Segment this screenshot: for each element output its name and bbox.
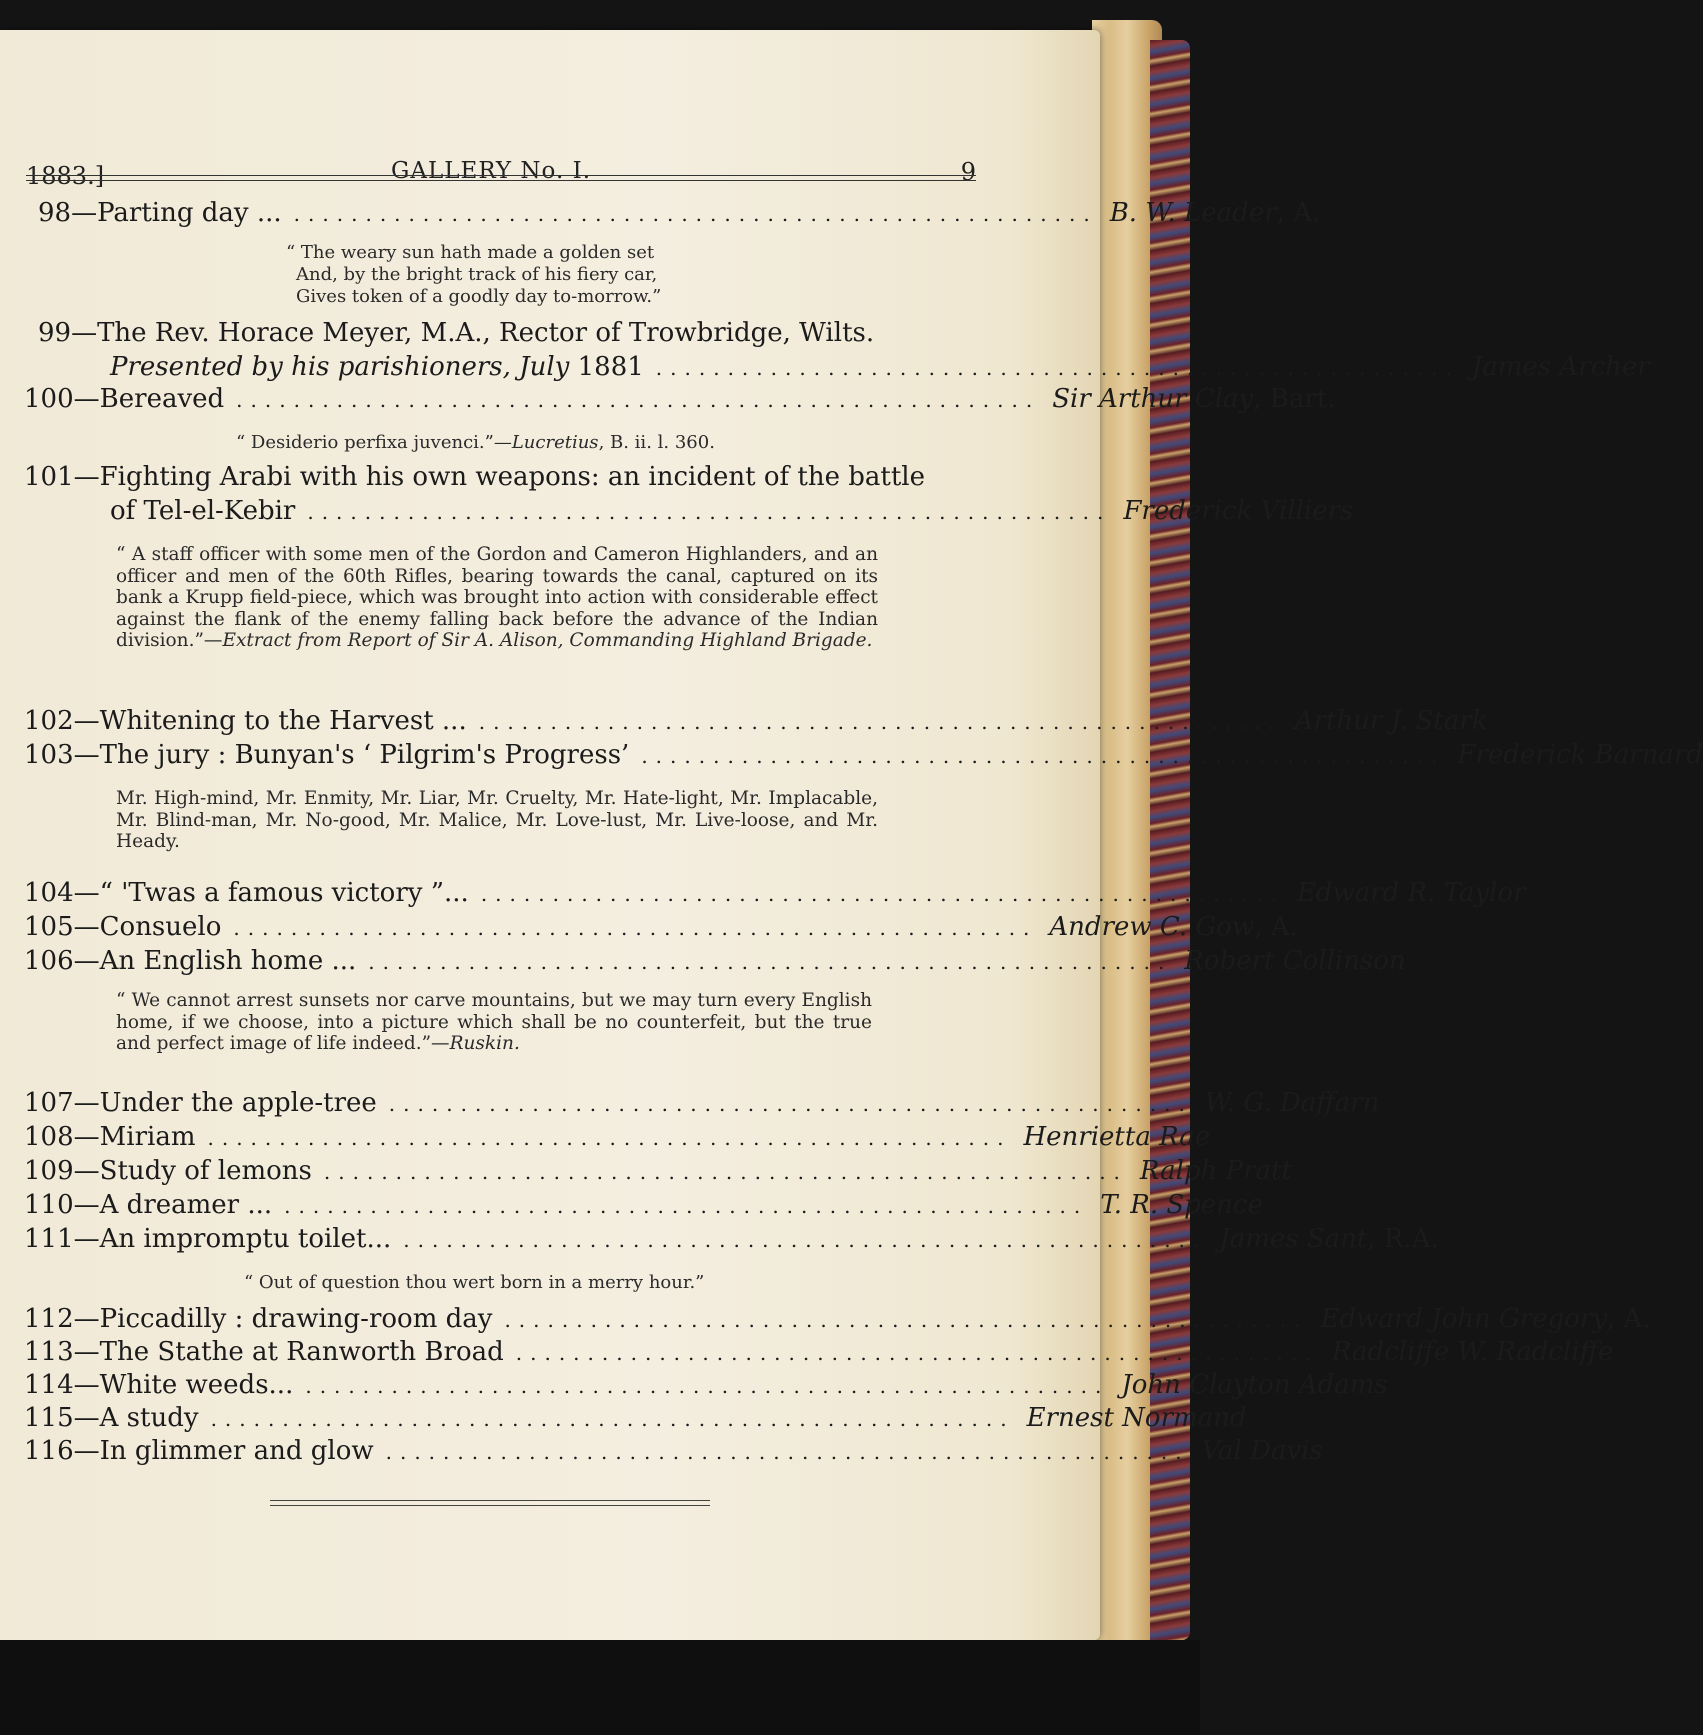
entry-title: Under the apple-tree — [99, 1088, 377, 1118]
entry-number: 99 — [38, 318, 72, 348]
entry-artist: Arthur J. Stark — [1294, 706, 1488, 736]
entry-artist: Edward John Gregory — [1320, 1304, 1608, 1334]
catalogue-entry-110: 110 — A dreamer ... ........................................................ T. R. Spence — [24, 1190, 1263, 1220]
footer-rule-bottom — [270, 1505, 710, 1506]
quote-source: Extract from Report of Sir A. Alison, Commanding Highland Brigade. — [222, 630, 873, 651]
quote-reference: , B. ii. l. 360. — [598, 432, 715, 453]
entry-number: 102 — [24, 706, 74, 736]
entry-number: 110 — [24, 1190, 74, 1220]
quote-source: Lucretius — [511, 432, 599, 453]
leader-dots: ........................................................ — [403, 1228, 1208, 1252]
quote-line: Gives token of a goodly day to-morrow.” — [296, 286, 662, 307]
catalogue-entry-109: 109 — Study of lemons ........................................................ Ralph Pratt — [24, 1156, 1292, 1186]
catalogue-entry-115: 115 — A study ........................................................ Ernest Normand — [24, 1403, 1247, 1433]
leader-dots: ........................................................ — [641, 744, 1446, 768]
entry-number: 107 — [24, 1088, 74, 1118]
entry-number: 106 — [24, 946, 74, 976]
entry-title: Parting day ... — [97, 198, 282, 228]
leader-dots: ........................................................ — [480, 882, 1285, 906]
entry-title: “ 'Twas a famous victory ”... — [99, 878, 469, 908]
leader-dots: ........................................................ — [385, 1440, 1190, 1464]
book-page — [0, 30, 1703, 1640]
catalogue-entry-112: 112 — Piccadilly : drawing-room day ........................................................ Edward John Gregory , A. — [24, 1304, 1651, 1334]
catalogue-entry-103: 103 — The jury : Bunyan's ‘ Pilgrim's Progress’ ........................................................ Frederick Barnard — [24, 740, 1703, 770]
leader-dots: ........................................................ — [478, 710, 1283, 734]
entry-artist: Henrietta Rae — [1023, 1122, 1211, 1152]
entry-number: 113 — [24, 1337, 74, 1367]
entry-number: 103 — [24, 740, 74, 770]
footer-rule-top — [270, 1500, 710, 1501]
entry-number: 109 — [24, 1156, 74, 1186]
leader-dots: ........................................................ — [236, 388, 1041, 412]
catalogue-entry-101: 101 — Fighting Arabi with his own weapons: an incident of the battle — [24, 462, 925, 492]
quote-111 — [244, 1272, 704, 1294]
quote-text: “ We cannot arrest sunsets nor carve mountains, but we may turn every English home, if we choose, into a picture which shall be no counterfeit, but the true and perfect image of life indeed.”— — [116, 990, 872, 1054]
quote-text: Mr. High-mind, Mr. Enmity, Mr. Liar, Mr. Cruelty, Mr. Hate-light, Mr. Implacable, Mr. Blind-man, Mr. No-good, Mr. Malice, Mr. Love-lust, Mr. Live-loose, and Mr. Heady. — [116, 788, 878, 852]
quote-106 — [116, 990, 872, 1055]
entry-artist: Radcliffe W. Radcliffe — [1331, 1337, 1614, 1367]
leader-dots: ........................................................ — [284, 1194, 1089, 1218]
quote-text: “ Out of question thou wert born in a merry hour.” — [244, 1272, 705, 1293]
quote-source: Ruskin. — [449, 1033, 520, 1054]
entry-title: In glimmer and glow — [99, 1436, 374, 1466]
entry-artist: John Clayton Adams — [1121, 1370, 1388, 1400]
entry-artist: Frederick Barnard — [1457, 740, 1703, 770]
page-number: 9 — [960, 158, 976, 186]
entry-title: Bereaved — [99, 384, 225, 414]
leader-dots: ........................................................ — [293, 202, 1098, 226]
entry-artist-suffix: , R.A. — [1367, 1224, 1439, 1254]
catalogue-entry-98: 98 — Parting day ... ........................................................ B. W. Leader , A. — [38, 198, 1321, 228]
quote-103 — [116, 788, 878, 853]
leader-dots: ........................................................ — [368, 950, 1173, 974]
entry-artist-suffix: , A. — [1254, 912, 1298, 942]
entry-artist: W. G. Daffarn — [1204, 1088, 1380, 1118]
catalogue-entry-116: 116 — In glimmer and glow ........................................................ Val Davis — [24, 1436, 1323, 1466]
entry-number: 111 — [24, 1224, 74, 1254]
entry-artist: Val Davis — [1201, 1436, 1323, 1466]
entry-99-subtitle — [110, 352, 1650, 382]
header-rule-top — [26, 175, 976, 176]
entry-artist-suffix: , A. — [1607, 1304, 1651, 1334]
entry-title: An impromptu toilet... — [99, 1224, 392, 1254]
running-header — [26, 158, 976, 198]
quote-line: And, by the bright track of his fiery car, — [296, 264, 658, 285]
leader-dots: ........................................................ — [207, 1126, 1012, 1150]
entry-number: 115 — [24, 1403, 74, 1433]
entry-artist: James Sant — [1219, 1224, 1368, 1254]
entry-title: Whitening to the Harvest ... — [99, 706, 467, 736]
entry-number: 116 — [24, 1436, 74, 1466]
header-gallery: GALLERY No. I. — [391, 158, 592, 184]
entry-title: Study of lemons — [99, 1156, 312, 1186]
entry-artist: Sir Arthur Clay — [1052, 384, 1254, 414]
catalogue-entry-108: 108 — Miriam ........................................................ Henrietta Rae — [24, 1122, 1211, 1152]
leader-dots: ........................................................ — [515, 1341, 1320, 1365]
catalogue-entry-100: 100 — Bereaved ........................................................ Sir Arthur Clay , Bart. — [24, 384, 1336, 414]
entry-101-line2 — [110, 496, 1354, 526]
entry-subtitle-year: 1881 — [577, 352, 644, 382]
catalogue-entry-114: 114 — White weeds... ........................................................ John Clayton Adams — [24, 1370, 1388, 1400]
catalogue-entry-104: 104 — “ 'Twas a famous victory ”... ........................................................ Edward R. Taylor — [24, 878, 1526, 908]
catalogue-entry-113: 113 — The Stathe at Ranworth Broad ........................................................ Radcliffe W. Radcliffe — [24, 1337, 1614, 1367]
leader-dots: ........................................................ — [307, 500, 1112, 524]
entry-title: Fighting Arabi with his own weapons: an incident of the battle — [99, 462, 925, 492]
entry-title: Piccadilly : drawing-room day — [99, 1304, 493, 1334]
entry-number: 104 — [24, 878, 74, 908]
entry-title: The jury : Bunyan's ‘ Pilgrim's Progress’ — [99, 740, 630, 770]
entry-artist: Andrew C. Gow — [1049, 912, 1255, 942]
entry-number: 101 — [24, 462, 74, 492]
entry-artist: Frederick Villiers — [1123, 496, 1354, 526]
entry-number: 112 — [24, 1304, 74, 1334]
entry-title: The Rev. Horace Meyer, M.A., Rector of Trowbridge, Wilts. — [97, 318, 875, 348]
entry-number: 114 — [24, 1370, 74, 1400]
entry-number: 108 — [24, 1122, 74, 1152]
entry-title: Miriam — [99, 1122, 196, 1152]
entry-artist-suffix: , A. — [1276, 198, 1321, 228]
leader-dots: ........................................................ — [504, 1308, 1309, 1332]
entry-title: An English home ... — [99, 946, 357, 976]
entry-artist: B. W. Leader — [1109, 198, 1277, 228]
catalogue-entry-102: 102 — Whitening to the Harvest ... ........................................................ Arthur J. Stark — [24, 706, 1488, 736]
entry-artist: Robert Collinson — [1184, 946, 1406, 976]
leader-dots: ........................................................ — [233, 916, 1038, 940]
entry-subtitle: Presented by his parishioners, July — [110, 352, 570, 382]
entry-artist: Ralph Pratt — [1139, 1156, 1292, 1186]
leader-dots: ........................................................ — [323, 1160, 1128, 1184]
entry-title: White weeds... — [99, 1370, 294, 1400]
entry-title: The Stathe at Ranworth Broad — [99, 1337, 504, 1367]
entry-artist: Edward R. Taylor — [1296, 878, 1526, 908]
leader-dots: ........................................................ — [388, 1092, 1193, 1116]
entry-title-line2: of Tel-el-Kebir — [110, 496, 296, 526]
entry-number: 98 — [38, 198, 72, 228]
leader-dots: ........................................................ — [210, 1407, 1015, 1431]
header-rule-bottom — [26, 180, 976, 181]
leader-dots: ........................................................ — [305, 1374, 1110, 1398]
marbled-edge — [1150, 40, 1190, 1640]
entry-artist: T. R. Spence — [1100, 1190, 1263, 1220]
catalogue-entry-99: 99 — The Rev. Horace Meyer, M.A., Rector of Trowbridge, Wilts. — [38, 318, 875, 348]
entry-artist: Ernest Normand — [1026, 1403, 1247, 1433]
quote-text: “ Desiderio perfixa juvenci.”— — [236, 432, 512, 453]
quote-100 — [236, 432, 715, 454]
entry-title: A study — [99, 1403, 199, 1433]
background-bottom — [0, 1640, 1200, 1735]
entry-artist: James Archer — [1471, 352, 1650, 382]
catalogue-entry-106: 106 — An English home ... ........................................................ Robert Collinson — [24, 946, 1406, 976]
entry-artist-suffix: , Bart. — [1253, 384, 1336, 414]
catalogue-entry-107: 107 — Under the apple-tree ........................................................ W. G. Daffarn — [24, 1088, 1380, 1118]
quote-98 — [286, 242, 661, 308]
quote-101 — [116, 544, 878, 652]
entry-number: 105 — [24, 912, 74, 942]
catalogue-entry-111: 111 — An impromptu toilet... ........................................................ James Sant , R.A. — [24, 1224, 1439, 1254]
quote-line: “ The weary sun hath made a golden set — [286, 242, 655, 263]
catalogue-entry-105: 105 — Consuelo ........................................................ Andrew C. Gow , A. — [24, 912, 1298, 942]
entry-title: Consuelo — [99, 912, 222, 942]
header-year: 1883.] — [26, 162, 105, 190]
quote-text: “ A staff officer with some men of the Gordon and Cameron Highlanders, and an officer and men of the 60th Rifles, bearing towards the canal, captured on its bank a Krupp field-piece, which was brought into action with considerable effect against the flank of the enemy falling back before the advance of the Indian division.”— — [116, 544, 878, 651]
entry-number: 100 — [24, 384, 74, 414]
leader-dots: ........................................................ — [655, 356, 1460, 380]
entry-title: A dreamer ... — [99, 1190, 273, 1220]
